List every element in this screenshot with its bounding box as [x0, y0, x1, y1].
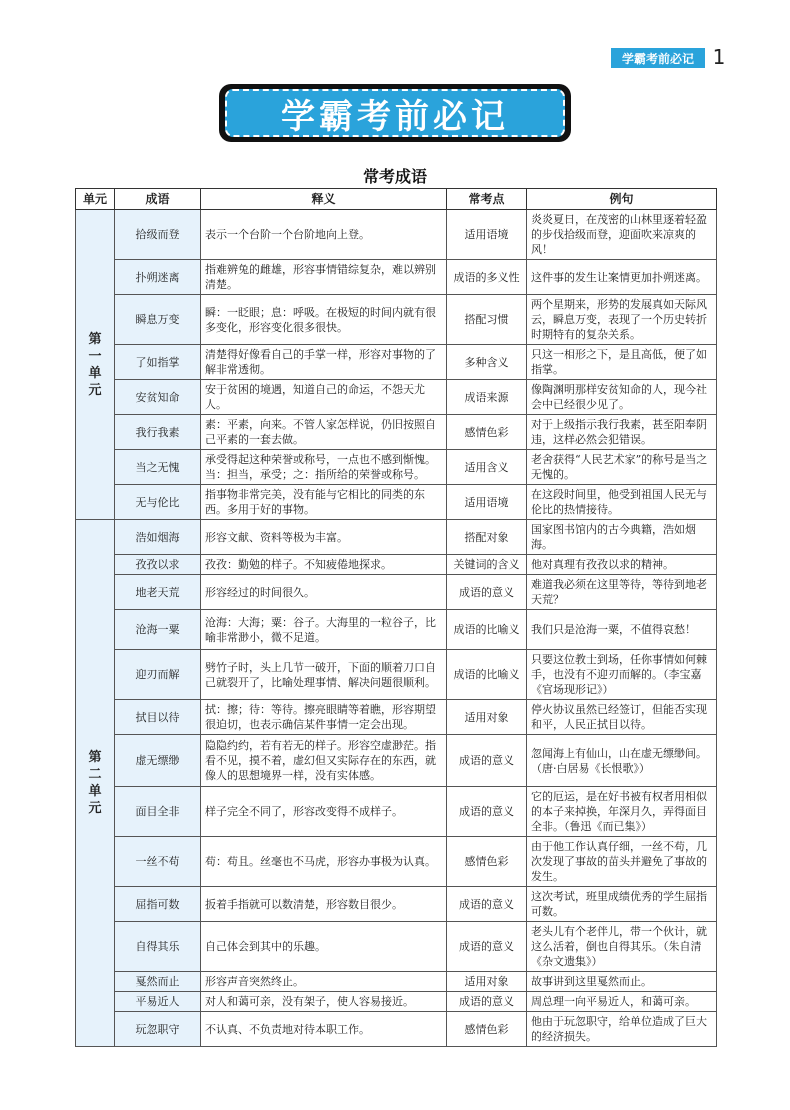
unit-label — [76, 210, 115, 520]
point-cell: 适用对象 — [447, 700, 527, 735]
table-row — [76, 1012, 717, 1047]
example-cell: 由于他工作认真仔细，一丝不苟，几次发现了事故的苗头并避免了事故的发生。 — [527, 837, 717, 887]
idiom-cell: 平易近人 — [115, 992, 201, 1012]
header-example: 例句 — [527, 189, 717, 210]
idiom-cell: 地老天荒 — [115, 575, 201, 610]
idiom-cell: 无与伦比 — [115, 485, 201, 520]
meaning-cell: 指事物非常完美，没有能与它相比的同类的东西。多用于好的事物。 — [201, 485, 447, 520]
example-cell: 老头儿有个老伴儿，带一个伙计，就这么活着，倒也自得其乐。（朱自清《杂文遗集》） — [527, 922, 717, 972]
example-cell: 只要这位教士到场，任你事情如何棘手，也没有不迎刃而解的。（李宝嘉《官场现形记》） — [527, 650, 717, 700]
meaning-cell: 表示一个台阶一个台阶地向上登。 — [201, 210, 447, 260]
example-cell: 只这一相形之下，是且高低，便了如指掌。 — [527, 345, 717, 380]
header-point: 常考点 — [447, 189, 527, 210]
example-cell: 故事讲到这里戛然而止。 — [527, 972, 717, 992]
table-row — [76, 260, 717, 295]
meaning-cell: 苟：苟且。丝毫也不马虎，形容办事极为认真。 — [201, 837, 447, 887]
banner-title: 学霸考前必记 — [281, 96, 509, 137]
idiom-cell: 戛然而止 — [115, 972, 201, 992]
meaning-cell: 形容经过的时间很久。 — [201, 575, 447, 610]
idiom-cell: 一丝不苟 — [115, 837, 201, 887]
example-cell: 难道我必须在这里等待，等待到地老天荒？ — [527, 575, 717, 610]
point-cell: 成语的意义 — [447, 887, 527, 922]
unit-label-text: 第一单元 — [88, 331, 102, 398]
idiom-cell: 我行我素 — [115, 415, 201, 450]
table-row — [76, 345, 717, 380]
example-cell: 炎炎夏日，在茂密的山林里逐着轻盈的步伐拾级而登，迎面吹来凉爽的风！ — [527, 210, 717, 260]
table-row — [76, 992, 717, 1012]
point-cell: 成语的多义性 — [447, 260, 527, 295]
table-row — [76, 837, 717, 887]
idiom-cell: 瞬息万变 — [115, 295, 201, 345]
point-cell: 成语的意义 — [447, 992, 527, 1012]
meaning-cell: 隐隐约约，若有若无的样子。形容空虚渺茫。指看不见，摸不着，虚幻但又实际存在的东西，就像人的思想境界一样，没有实体感。 — [201, 735, 447, 787]
table-row — [76, 972, 717, 992]
example-cell: 忽闻海上有仙山，山在虚无缥缈间。（唐·白居易《长恨歌》） — [527, 735, 717, 787]
meaning-cell: 素：平素，向来。不管人家怎样说，仍旧按照自己平素的一套去做。 — [201, 415, 447, 450]
idiom-cell: 拭目以待 — [115, 700, 201, 735]
table-row — [76, 922, 717, 972]
table-row — [76, 887, 717, 922]
meaning-cell: 承受得起这种荣誉或称号，一点也不感到惭愧。当：担当，承受；之：指所给的荣誉或称号。 — [201, 450, 447, 485]
point-cell: 成语的比喻义 — [447, 650, 527, 700]
example-cell: 他对真理有孜孜以求的精神。 — [527, 555, 717, 575]
meaning-cell: 瞬：一眨眼；息：呼吸。在极短的时间内就有很多变化，形容变化很多很快。 — [201, 295, 447, 345]
meaning-cell: 形容文献、资料等极为丰富。 — [201, 520, 447, 555]
idiom-cell: 虚无缥缈 — [115, 735, 201, 787]
point-cell: 适用对象 — [447, 972, 527, 992]
idiom-cell: 面目全非 — [115, 787, 201, 837]
point-cell: 搭配对象 — [447, 520, 527, 555]
page-number: 1 — [712, 45, 726, 69]
point-cell: 成语的比喻义 — [447, 610, 527, 650]
point-cell: 关键词的含义 — [447, 555, 527, 575]
title-banner — [219, 84, 571, 142]
meaning-cell: 自己体会到其中的乐趣。 — [201, 922, 447, 972]
table-row — [76, 485, 717, 520]
meaning-cell: 扳着手指就可以数清楚，形容数目很少。 — [201, 887, 447, 922]
point-cell: 适用语境 — [447, 210, 527, 260]
table-row — [76, 787, 717, 837]
point-cell: 成语的意义 — [447, 922, 527, 972]
idiom-cell: 玩忽职守 — [115, 1012, 201, 1047]
point-cell: 成语来源 — [447, 380, 527, 415]
example-cell: 国家图书馆内的古今典籍，浩如烟海。 — [527, 520, 717, 555]
point-cell: 搭配习惯 — [447, 295, 527, 345]
header-meaning: 释义 — [201, 189, 447, 210]
header-idiom: 成语 — [115, 189, 201, 210]
meaning-cell: 指难辨兔的雌雄，形容事情错综复杂，难以辨别清楚。 — [201, 260, 447, 295]
table-row — [76, 415, 717, 450]
meaning-cell: 孜孜：勤勉的样子。不知疲倦地探求。 — [201, 555, 447, 575]
example-cell: 它的厄运，是在好书被有权者用相似的本子来掉换，年深月久，弄得面目全非。（鲁迅《而已集》） — [527, 787, 717, 837]
table-row — [76, 210, 717, 260]
point-cell: 感情色彩 — [447, 837, 527, 887]
header-unit: 单元 — [76, 189, 115, 210]
example-cell: 这件事的发生让案情更加扑朔迷离。 — [527, 260, 717, 295]
idiom-table — [75, 188, 717, 1047]
idiom-cell: 沧海一粟 — [115, 610, 201, 650]
point-cell: 适用语境 — [447, 485, 527, 520]
point-cell: 感情色彩 — [447, 1012, 527, 1047]
idiom-cell: 孜孜以求 — [115, 555, 201, 575]
header-tag: 学霸考前必记 — [611, 48, 705, 68]
unit-label — [76, 520, 115, 1047]
example-cell: 在这段时间里，他受到祖国人民无与伦比的热情接待。 — [527, 485, 717, 520]
point-cell: 成语的意义 — [447, 735, 527, 787]
meaning-cell: 清楚得好像看自己的手掌一样，形容对事物的了解非常透彻。 — [201, 345, 447, 380]
table-row — [76, 520, 717, 555]
table-row — [76, 735, 717, 787]
point-cell: 多种含义 — [447, 345, 527, 380]
example-cell: 我们只是沧海一粟，不值得哀愁！ — [527, 610, 717, 650]
section-subtitle: 常考成语 — [362, 167, 427, 186]
idiom-cell: 自得其乐 — [115, 922, 201, 972]
meaning-cell: 样子完全不同了，形容改变得不成样子。 — [201, 787, 447, 837]
table-row — [76, 575, 717, 610]
meaning-cell: 安于贫困的境遇，知道自己的命运，不怨天尤人。 — [201, 380, 447, 415]
idiom-cell: 拾级而登 — [115, 210, 201, 260]
point-cell: 成语的意义 — [447, 787, 527, 837]
example-cell: 这次考试，班里成绩优秀的学生屈指可数。 — [527, 887, 717, 922]
meaning-cell: 形容声音突然终止。 — [201, 972, 447, 992]
idiom-cell: 了如指掌 — [115, 345, 201, 380]
table-row — [76, 610, 717, 650]
idiom-cell: 屈指可数 — [115, 887, 201, 922]
point-cell: 成语的意义 — [447, 575, 527, 610]
example-cell: 两个星期来，形势的发展真如天际风云，瞬息万变，表现了一个历史转折时期特有的复杂关系。 — [527, 295, 717, 345]
idiom-cell: 浩如烟海 — [115, 520, 201, 555]
table-row — [76, 650, 717, 700]
example-cell: 像陶渊明那样安贫知命的人，现今社会中已经很少见了。 — [527, 380, 717, 415]
example-cell: 老舍获得“人民艺术家”的称号是当之无愧的。 — [527, 450, 717, 485]
table-row — [76, 295, 717, 345]
table-row — [76, 700, 717, 735]
meaning-cell: 沧海：大海；粟：谷子。大海里的一粒谷子，比喻非常渺小，微不足道。 — [201, 610, 447, 650]
example-cell: 对于上级指示我行我素，甚至阳奉阴违，这样必然会犯错误。 — [527, 415, 717, 450]
example-cell: 他由于玩忽职守，给单位造成了巨大的经济损失。 — [527, 1012, 717, 1047]
meaning-cell: 不认真、不负责地对待本职工作。 — [201, 1012, 447, 1047]
idiom-cell: 安贫知命 — [115, 380, 201, 415]
idiom-cell: 当之无愧 — [115, 450, 201, 485]
table-row — [76, 450, 717, 485]
idiom-cell: 扑朔迷离 — [115, 260, 201, 295]
table-row — [76, 555, 717, 575]
table-header-row — [76, 189, 717, 210]
point-cell: 适用含义 — [447, 450, 527, 485]
table-row — [76, 380, 717, 415]
meaning-cell: 对人和蔼可亲，没有架子，使人容易接近。 — [201, 992, 447, 1012]
idiom-cell: 迎刃而解 — [115, 650, 201, 700]
example-cell: 周总理一向平易近人，和蔼可亲。 — [527, 992, 717, 1012]
example-cell: 停火协议虽然已经签订，但能否实现和平，人民正拭目以待。 — [527, 700, 717, 735]
meaning-cell: 拭：擦；待：等待。擦亮眼睛等着瞧，形容期望很迫切，也表示确信某件事情一定会出现。 — [201, 700, 447, 735]
point-cell: 感情色彩 — [447, 415, 527, 450]
unit-label-text: 第二单元 — [88, 750, 102, 816]
meaning-cell: 劈竹子时，头上几节一破开，下面的顺着刀口自己就裂开了，比喻处理事情、解决问题很顺利。 — [201, 650, 447, 700]
